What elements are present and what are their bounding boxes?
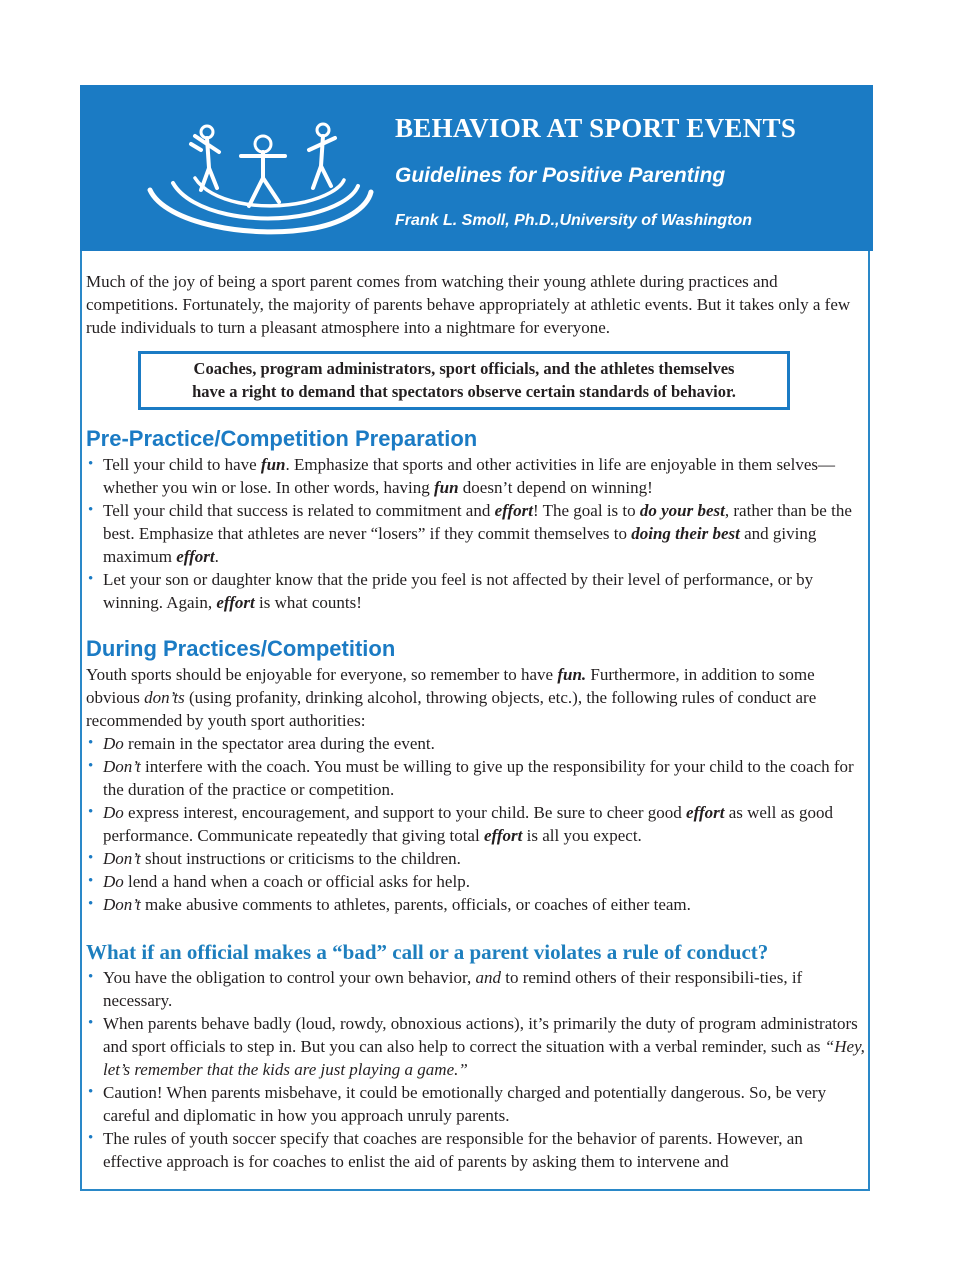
author-line: Frank L. Smoll, Ph.D.,University of Washington bbox=[395, 212, 753, 229]
section-heading-official: What if an official makes a “bad” call or a parent violates a rule of conduct? bbox=[86, 940, 769, 964]
list-item: • Don’t shout instructions or criticisms to the children. bbox=[86, 847, 866, 870]
list-item: • Do express interest, encouragement, and support to your child. Be sure to cheer good effort as well as good performance. Communicate repeatedly that giving total effort is all you expect. bbox=[86, 801, 866, 847]
list-item: • Don’t make abusive comments to athletes, parents, officials, or coaches of either team. bbox=[86, 893, 866, 916]
list-item: • Tell your child to have fun. Emphasize that sports and other activities in life are enjoyable in them selves—whether you win or lose. In other words, having fun doesn’t depend on winning! bbox=[86, 453, 866, 499]
section-heading-during: During Practices/Competition bbox=[86, 636, 396, 661]
document-body bbox=[86, 270, 866, 1173]
pre-practice-list bbox=[86, 453, 866, 614]
callout-line-1: Coaches, program administrators, sport officials, and the athletes themselves bbox=[193, 359, 735, 378]
list-item: • Do remain in the spectator area during the event. bbox=[86, 732, 866, 755]
list-item: • Tell your child that success is related to commitment and effort! The goal is to do your best, rather than be the best. Emphasize that athletes are never “losers” if they commit themselves to doing their best and giving maximum effort. bbox=[86, 499, 866, 568]
list-item: • Don’t interfere with the coach. You must be willing to give up the responsibility for your child to the coach for the duration of the practice or competition. bbox=[86, 755, 866, 801]
intro-paragraph: Much of the joy of being a sport parent comes from watching their young athlete during practices and competitions. Fortunately, the majority of parents behave appropriately at athletic events. But it takes only a few rude individuals to turn a pleasant atmosphere into a nightmare for everyone. bbox=[86, 272, 851, 337]
list-item: • You have the obligation to control your own behavior, and to remind others of their responsibili-ties, if necessary. bbox=[86, 966, 866, 1012]
page-title: BEHAVIOR AT SPORT EVENTS bbox=[395, 113, 797, 143]
three-children-swirl-logo-icon bbox=[145, 118, 375, 243]
callout-line-2: have a right to demand that spectators observe certain standards of behavior. bbox=[192, 382, 736, 401]
callout-box bbox=[138, 351, 790, 410]
official-list bbox=[86, 966, 866, 1173]
list-item: • The rules of youth soccer specify that coaches are responsible for the behavior of parents. However, an effective approach is for coaches to enlist the aid of parents by asking them to intervene and bbox=[86, 1127, 866, 1173]
list-item: • When parents behave badly (loud, rowdy, obnoxious actions), it’s primarily the duty of program administrators and sport officials to step in. But you can also help to correct the situation with a verbal reminder, such as “Hey, let’s remember that the kids are just playing a game.” bbox=[86, 1012, 866, 1081]
list-item: • Do lend a hand when a coach or official asks for help. bbox=[86, 870, 866, 893]
list-item: • Caution! When parents misbehave, it could be emotionally charged and potentially dangerous. So, be very careful and diplomatic in how you approach unruly parents. bbox=[86, 1081, 866, 1127]
during-intro: Youth sports should be enjoyable for everyone, so remember to have fun. Furthermore, in addition to some obvious don’ts (using profanity, drinking alcohol, throwing objects, etc.), the following rules of conduct are recommended by youth sport authorities: bbox=[86, 665, 817, 730]
section-heading-pre-practice: Pre-Practice/Competition Preparation bbox=[86, 426, 478, 451]
during-rules-list bbox=[86, 732, 866, 916]
page-subtitle: Guidelines for Positive Parenting bbox=[395, 164, 726, 187]
list-item: • Let your son or daughter know that the pride you feel is not affected by their level of performance, or by winning. Again, effort is what counts! bbox=[86, 568, 866, 614]
